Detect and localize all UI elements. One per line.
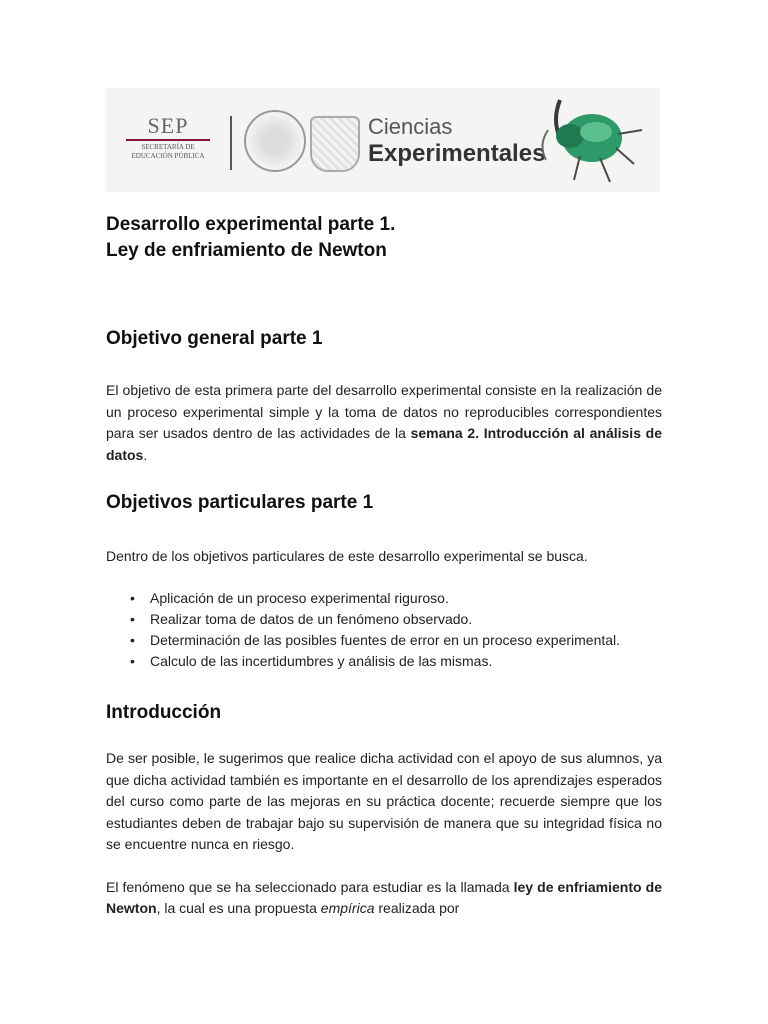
sep-logo-subtitle-1: SECRETARÍA DE — [141, 143, 195, 151]
logo-divider — [230, 116, 232, 170]
list-item: • Determinación de las posibles fuentes de error en un proceso experimental. — [130, 630, 662, 651]
sep-logo-subtitle-2: EDUCACIÓN PÚBLICA — [131, 152, 205, 160]
objetivo-general-paragraph — [106, 380, 662, 466]
unam-shield-icon — [310, 116, 360, 172]
list-item: • Calculo de las incertidumbres y análisis de las mismas. — [130, 651, 662, 672]
section-heading: Objetivo general parte 1 — [106, 328, 323, 349]
introduccion-paragraph-1: De ser posible, le sugerimos que realice dicha actividad con el apoyo de sus alumnos, ya que dicha actividad también es importante en el desarrollo de los aprendizajes esperados del curso como parte de las mejoras en su práctica docente; recuerde siempre que los estudiantes deben de trabajar bajo su supervisión de manera que su integridad física no se encuentre nunca en riesgo. — [106, 750, 662, 852]
objetivos-intro: Dentro de los objetivos particulares de este desarrollo experimental se busca. — [106, 548, 588, 564]
objetivo-general-section — [106, 326, 662, 466]
list-item: • Aplicación de un proceso experimental riguroso. — [130, 588, 662, 609]
brand-line-1: Ciencias — [368, 114, 453, 139]
beetle-icon — [530, 90, 658, 190]
paragraph-text: , la cual es una propuesta — [156, 900, 321, 916]
section-heading: Objetivos particulares parte 1 — [106, 492, 374, 513]
brand-line-2: Experimentales — [368, 140, 546, 167]
objetivos-list — [106, 588, 662, 672]
title-line-2: Ley de enfriamiento de Newton — [106, 240, 387, 261]
paragraph-end: . — [143, 446, 148, 463]
list-item: • Realizar toma de datos de un fenómeno observado. — [130, 609, 662, 630]
paragraph-bold-text: ley de enfriamiento de Newton — [106, 878, 662, 916]
paragraph-bold-text: semana 2. Introducción al análisis de datos — [106, 425, 663, 463]
sep-logo-text: SEP — [147, 113, 189, 138]
title-line-1: Desarrollo experimental parte 1. — [106, 214, 396, 235]
paragraph-text: realizada por — [374, 900, 460, 916]
sep-logo-rule — [126, 139, 210, 141]
introduccion-paragraph-2 — [106, 877, 662, 920]
paragraph-text: El objetivo de esta primera parte del desarrollo experimental consiste en la realización de un proceso experimental simple y la toma de datos no reproducibles correspondientes para ser usados dentro de las actividades de la — [106, 382, 662, 441]
paragraph-italic-text: empírica — [320, 900, 375, 916]
objetivos-particulares-section — [106, 490, 662, 672]
document-title — [106, 212, 662, 264]
mexico-seal-icon — [244, 110, 306, 172]
header-banner — [106, 88, 660, 192]
section-heading: Introducción — [106, 702, 222, 723]
paragraph-text: El fenómeno que se ha seleccionado para estudiar es la llamada — [106, 878, 514, 895]
introduccion-section — [106, 700, 662, 920]
sep-logo — [120, 114, 216, 170]
